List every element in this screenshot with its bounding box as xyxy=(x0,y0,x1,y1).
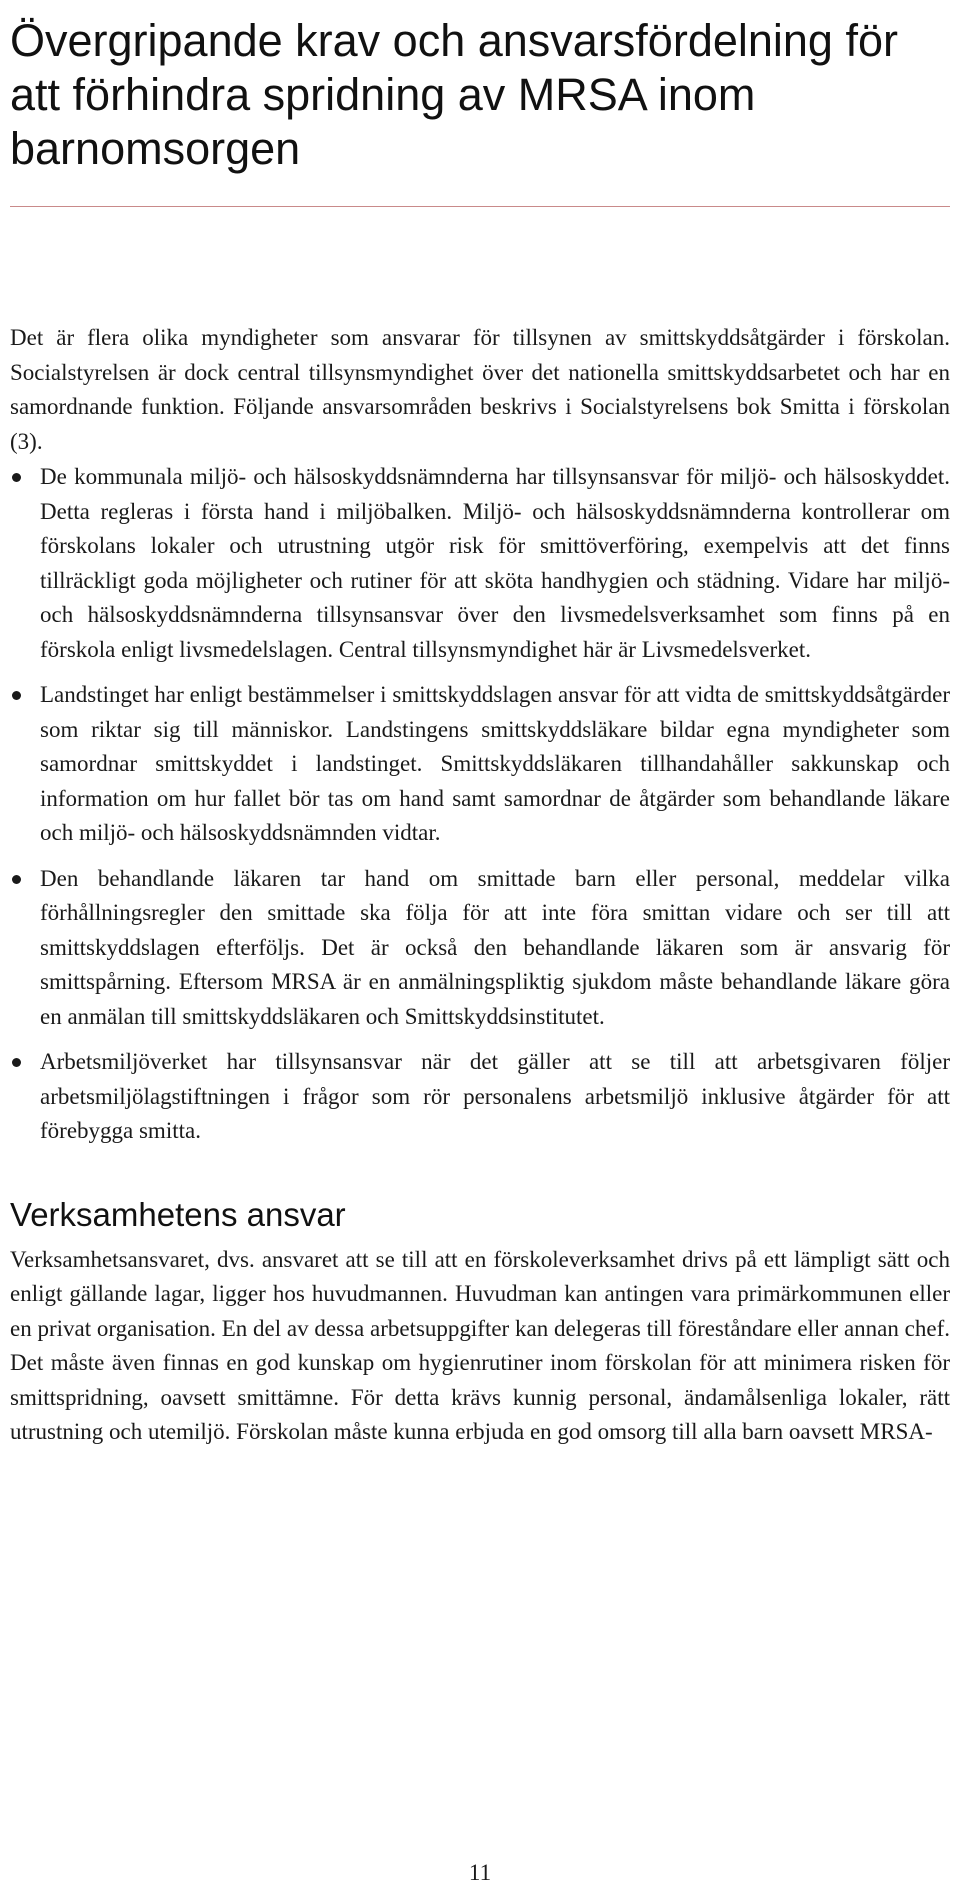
title-divider xyxy=(10,206,950,207)
section-heading: Verksamhetens ansvar xyxy=(10,1195,346,1233)
bullet-icon xyxy=(12,473,21,482)
page-number: 11 xyxy=(468,1860,492,1885)
list-item xyxy=(10,460,950,667)
list-item-text: Arbetsmiljöverket har tillsynsansvar när det gäller att se till att arbetsgivaren följer arbetsmiljölagstiftningen i frågor som rör personalens arbetsmiljö inklusive åtgärder för att förebygga smitta. xyxy=(40,1049,950,1143)
document-page xyxy=(10,0,950,1450)
intro-paragraph: Det är flera olika myndigheter som ansvarar för tillsynen av smittskyddsåtgärder i förskolan. Socialstyrelsen är dock central tillsynsmyndighet över det nationella smittskyddsarbetet och har en samordnande funktion. Följande ansvarsområden beskrivs i Socialstyrelsens bok Smitta i förskolan (3). xyxy=(10,325,950,454)
bullet-icon xyxy=(12,691,21,700)
list-item-text: Den behandlande läkaren tar hand om smittade barn eller personal, meddelar vilka förhållningsregler den smittade ska följa för att inte föra smittan vidare och ser till att smittskyddslagen efterföljs. Det är också den behandlande läkaren som är ansvarig för smittspårning. Eftersom MRSA är en anmälningspliktig sjukdom måste behandlande läkare göra en anmälan till smittskyddsläkaren och Smittskyddsinstitutet. xyxy=(40,865,950,1029)
list-item-text: De kommunala miljö- och hälsoskyddsnämnderna har tillsynsansvar för miljö- och hälsoskyddet. Detta regleras i första hand i miljöbalken. Miljö- och hälsoskyddsnämnderna kontrollerar om förskolans lokaler och utrustning utgör risk för smittöverföring, exempelvis att det finns tillräckligt goda möjligheter och rutiner för att sköta handhygien och städning. Vidare har miljö- och hälsoskyddsnämnderna tillsynsansvar över den livsmedelsverksamhet som finns på en förskola enligt livsmedelslagen. Central tillsynsmyndighet här är Livsmedelsverket. xyxy=(40,464,950,662)
responsibility-list xyxy=(10,460,950,1149)
list-item xyxy=(10,1045,950,1149)
bullet-icon xyxy=(12,1058,21,1067)
list-item-text: Landstinget har enligt bestämmelser i smittskyddslagen ansvar för att vidta de smittskyddsåtgärder som riktar sig till människor. Landstingens smittskyddsläkare bildar egna myndigheter som samordnar smittskyddet i landstinget. Smittskyddsläkaren tillhandahåller sakkunskap och information om hur fallet bör tas om hand samt samordnar de åtgärder som behandlande läkare och miljö- och hälsoskyddsnämnden vidtar. xyxy=(40,682,950,845)
section-paragraph: Verksamhetsansvaret, dvs. ansvaret att se till att en förskoleverksamhet drivs på ett lämpligt sätt och enligt gällande lagar, ligger hos huvudmannen. Huvudman kan antingen vara primärkommunen eller en privat organisation. En del av dessa arbetsuppgifter kan delegeras till föreståndare eller annan chef. Det måste även finnas en god kunskap om hygienrutiner inom förskolan för att minimera risken för smittspridning, oavsett smittämne. För detta krävs kunnig personal, ändamålsenliga lokaler, rätt utrustning och utemiljö. Förskolan måste kunna erbjuda en god omsorg till alla barn oavsett MRSA- xyxy=(10,1246,950,1444)
list-item xyxy=(10,678,950,851)
list-item xyxy=(10,862,950,1035)
page-title: Övergripande krav och ansvarsfördelning för att förhindra spridning av MRSA inom barnomsorgen xyxy=(10,15,898,174)
bullet-icon xyxy=(12,875,21,884)
